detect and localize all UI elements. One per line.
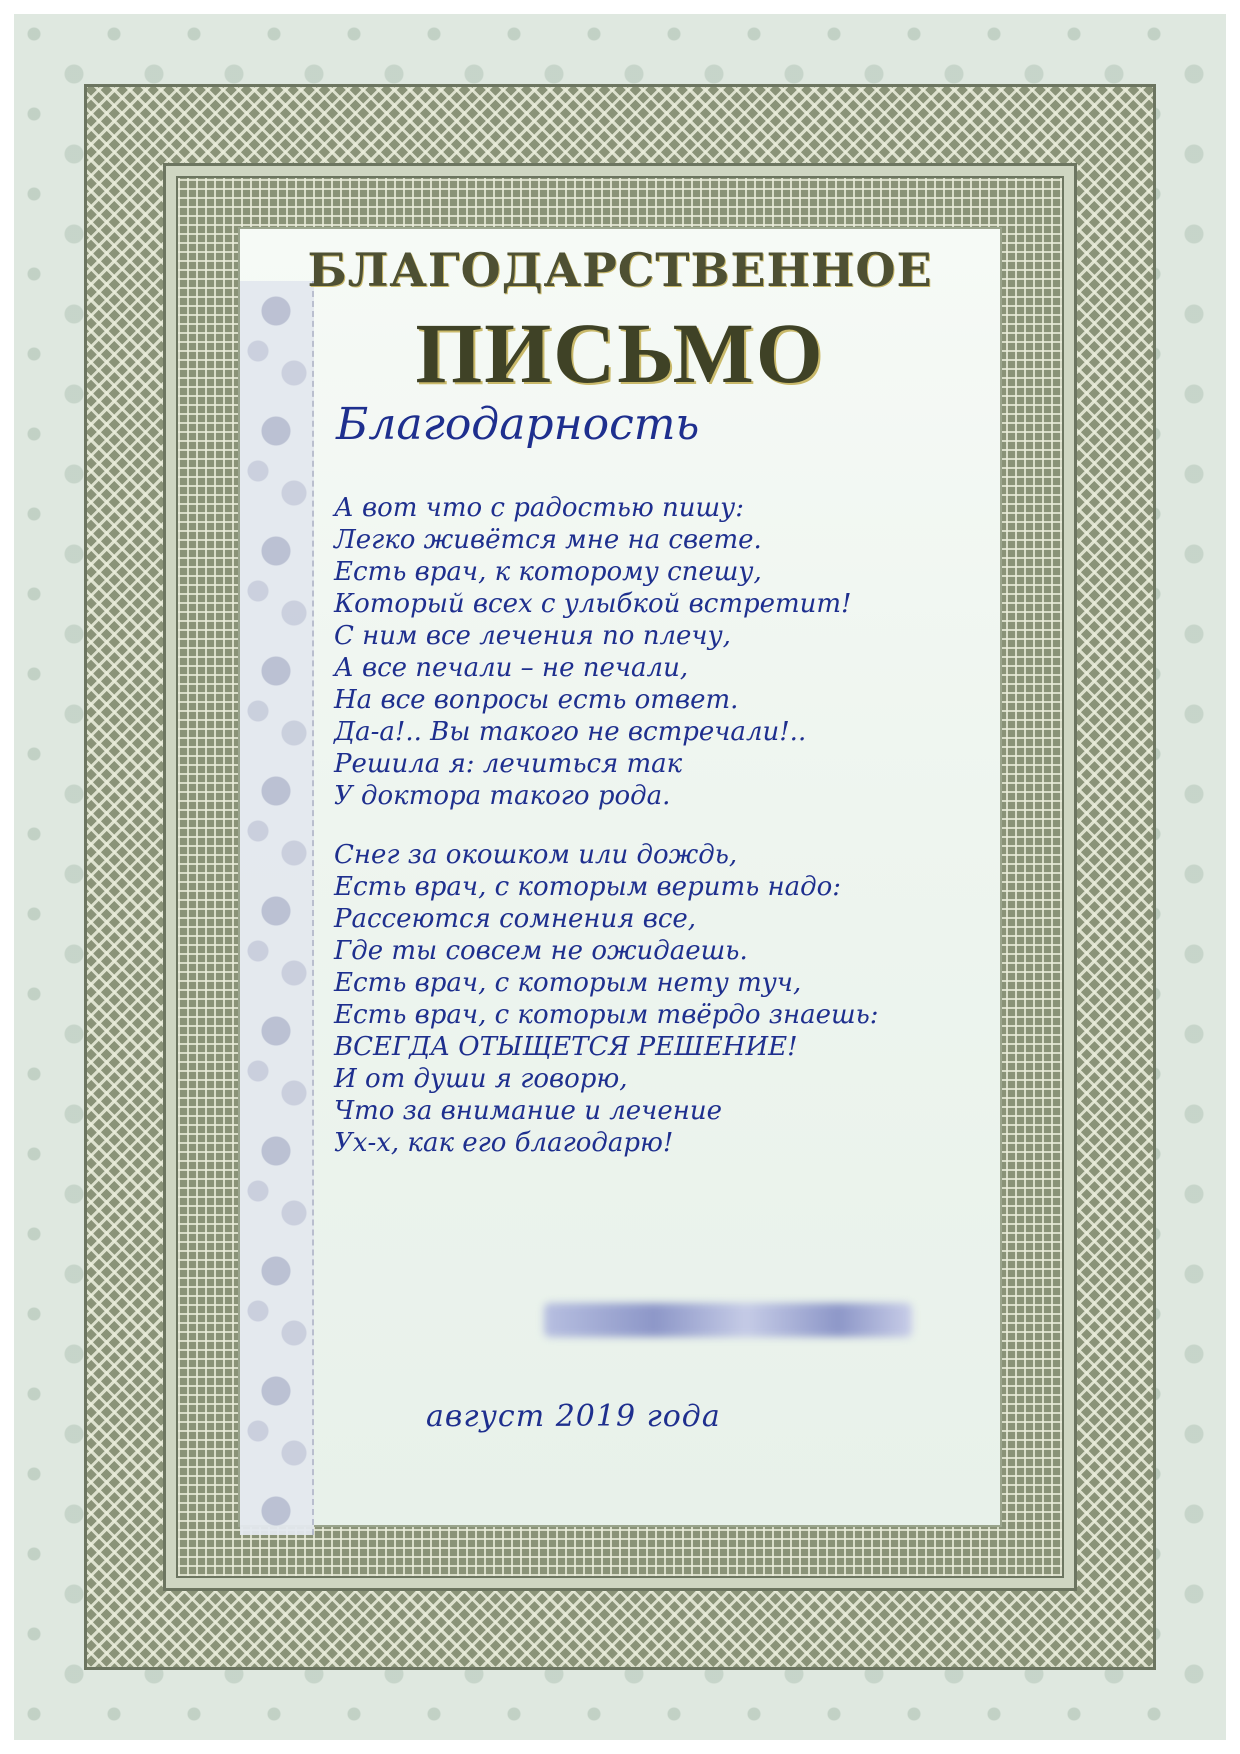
poem-line: И от души я говорю, [334, 1064, 628, 1094]
letter-panel [238, 227, 1002, 1527]
poem-line: Есть врач, с которым нету туч, [334, 968, 802, 998]
poem-line: А вот что с радостью пишу: [334, 493, 744, 523]
poem-line: У доктора такого рода. [334, 781, 671, 811]
poem-line: Да-а!.. Вы такого не встречали!.. [334, 717, 807, 747]
poem-line: Снег за окошком или дождь, [334, 840, 738, 870]
poem-line: Что за внимание и лечение [334, 1096, 722, 1126]
decorative-lace-strip [240, 281, 314, 1535]
poem-stanza-2 [334, 839, 879, 1159]
redacted-signature [544, 1303, 912, 1337]
poem-line: Где ты совсем не ожидаешь. [334, 936, 748, 966]
poem-line: Который всех с улыбкой встретит! [334, 589, 852, 619]
poem-stanza-1 [334, 492, 852, 812]
poem-line: Легко живётся мне на свете. [334, 525, 762, 555]
handwritten-date: август 2019 года [426, 1399, 721, 1434]
poem-line: Есть врач, с которым верить надо: [334, 872, 842, 902]
title-line-1: БЛАГОДАРСТВЕННОЕ [307, 243, 933, 297]
poem-line: С ним все лечения по плечу, [334, 621, 731, 651]
poem-line: На все вопросы есть ответ. [334, 685, 739, 715]
poem-line: Есть врач, к которому спешу, [334, 557, 762, 587]
poem-line: Рассеются сомнения все, [334, 904, 697, 934]
certificate-sheet [14, 14, 1226, 1740]
poem-line: Решила я: лечиться так [334, 749, 683, 779]
poem-line: Есть врач, с которым твёрдо знаешь: [334, 1000, 879, 1030]
title-line-2: ПИСЬМО [415, 305, 825, 401]
handwritten-heading: Благодарность [336, 399, 700, 450]
poem-line: ВСЕГДА ОТЫЩЕТСЯ РЕШЕНИЕ! [334, 1032, 798, 1062]
poem-line: Ух-х, как его благодарю! [334, 1128, 674, 1158]
poem-line: А все печали – не печали, [334, 653, 689, 683]
